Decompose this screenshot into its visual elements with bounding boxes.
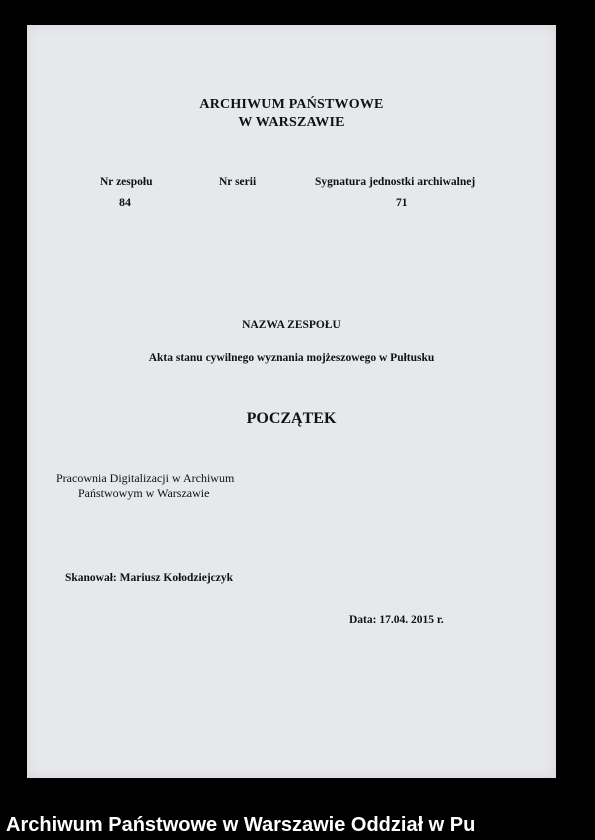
archive-name-line1: ARCHIWUM PAŃSTWOWE [199,97,384,112]
sygnatura-value: 71 [396,197,408,209]
nr-zespolu-label: Nr zespołu [100,176,153,188]
archive-name-line2: W WARSZAWIE [238,115,345,130]
nazwa-zespolu-value: Akta stanu cywilnego wyznania mojżeszowego w Pułtusku [148,352,435,364]
skanowal-text: Skanował: Mariusz Kołodziejczyk [65,572,234,584]
data-text: Data: 17.04. 2015 r. [349,614,444,626]
pracownia-line2: Państwowym w Warszawie [78,486,210,500]
poczatek-heading: POCZĄTEK [246,410,337,427]
nazwa-zespolu-label: NAZWA ZESPOŁU [242,319,341,331]
archive-watermark: Archiwum Państwowe w Warszawie Oddział w Pu [6,814,476,836]
sygnatura-label: Sygnatura jednostki archiwalnej [315,176,476,188]
scanned-document-page [27,25,556,778]
nr-serii-label: Nr serii [219,176,257,188]
nr-zespolu-value: 84 [119,195,131,209]
pracownia-line1: Pracownia Digitalizacji w Archiwum [56,471,235,485]
